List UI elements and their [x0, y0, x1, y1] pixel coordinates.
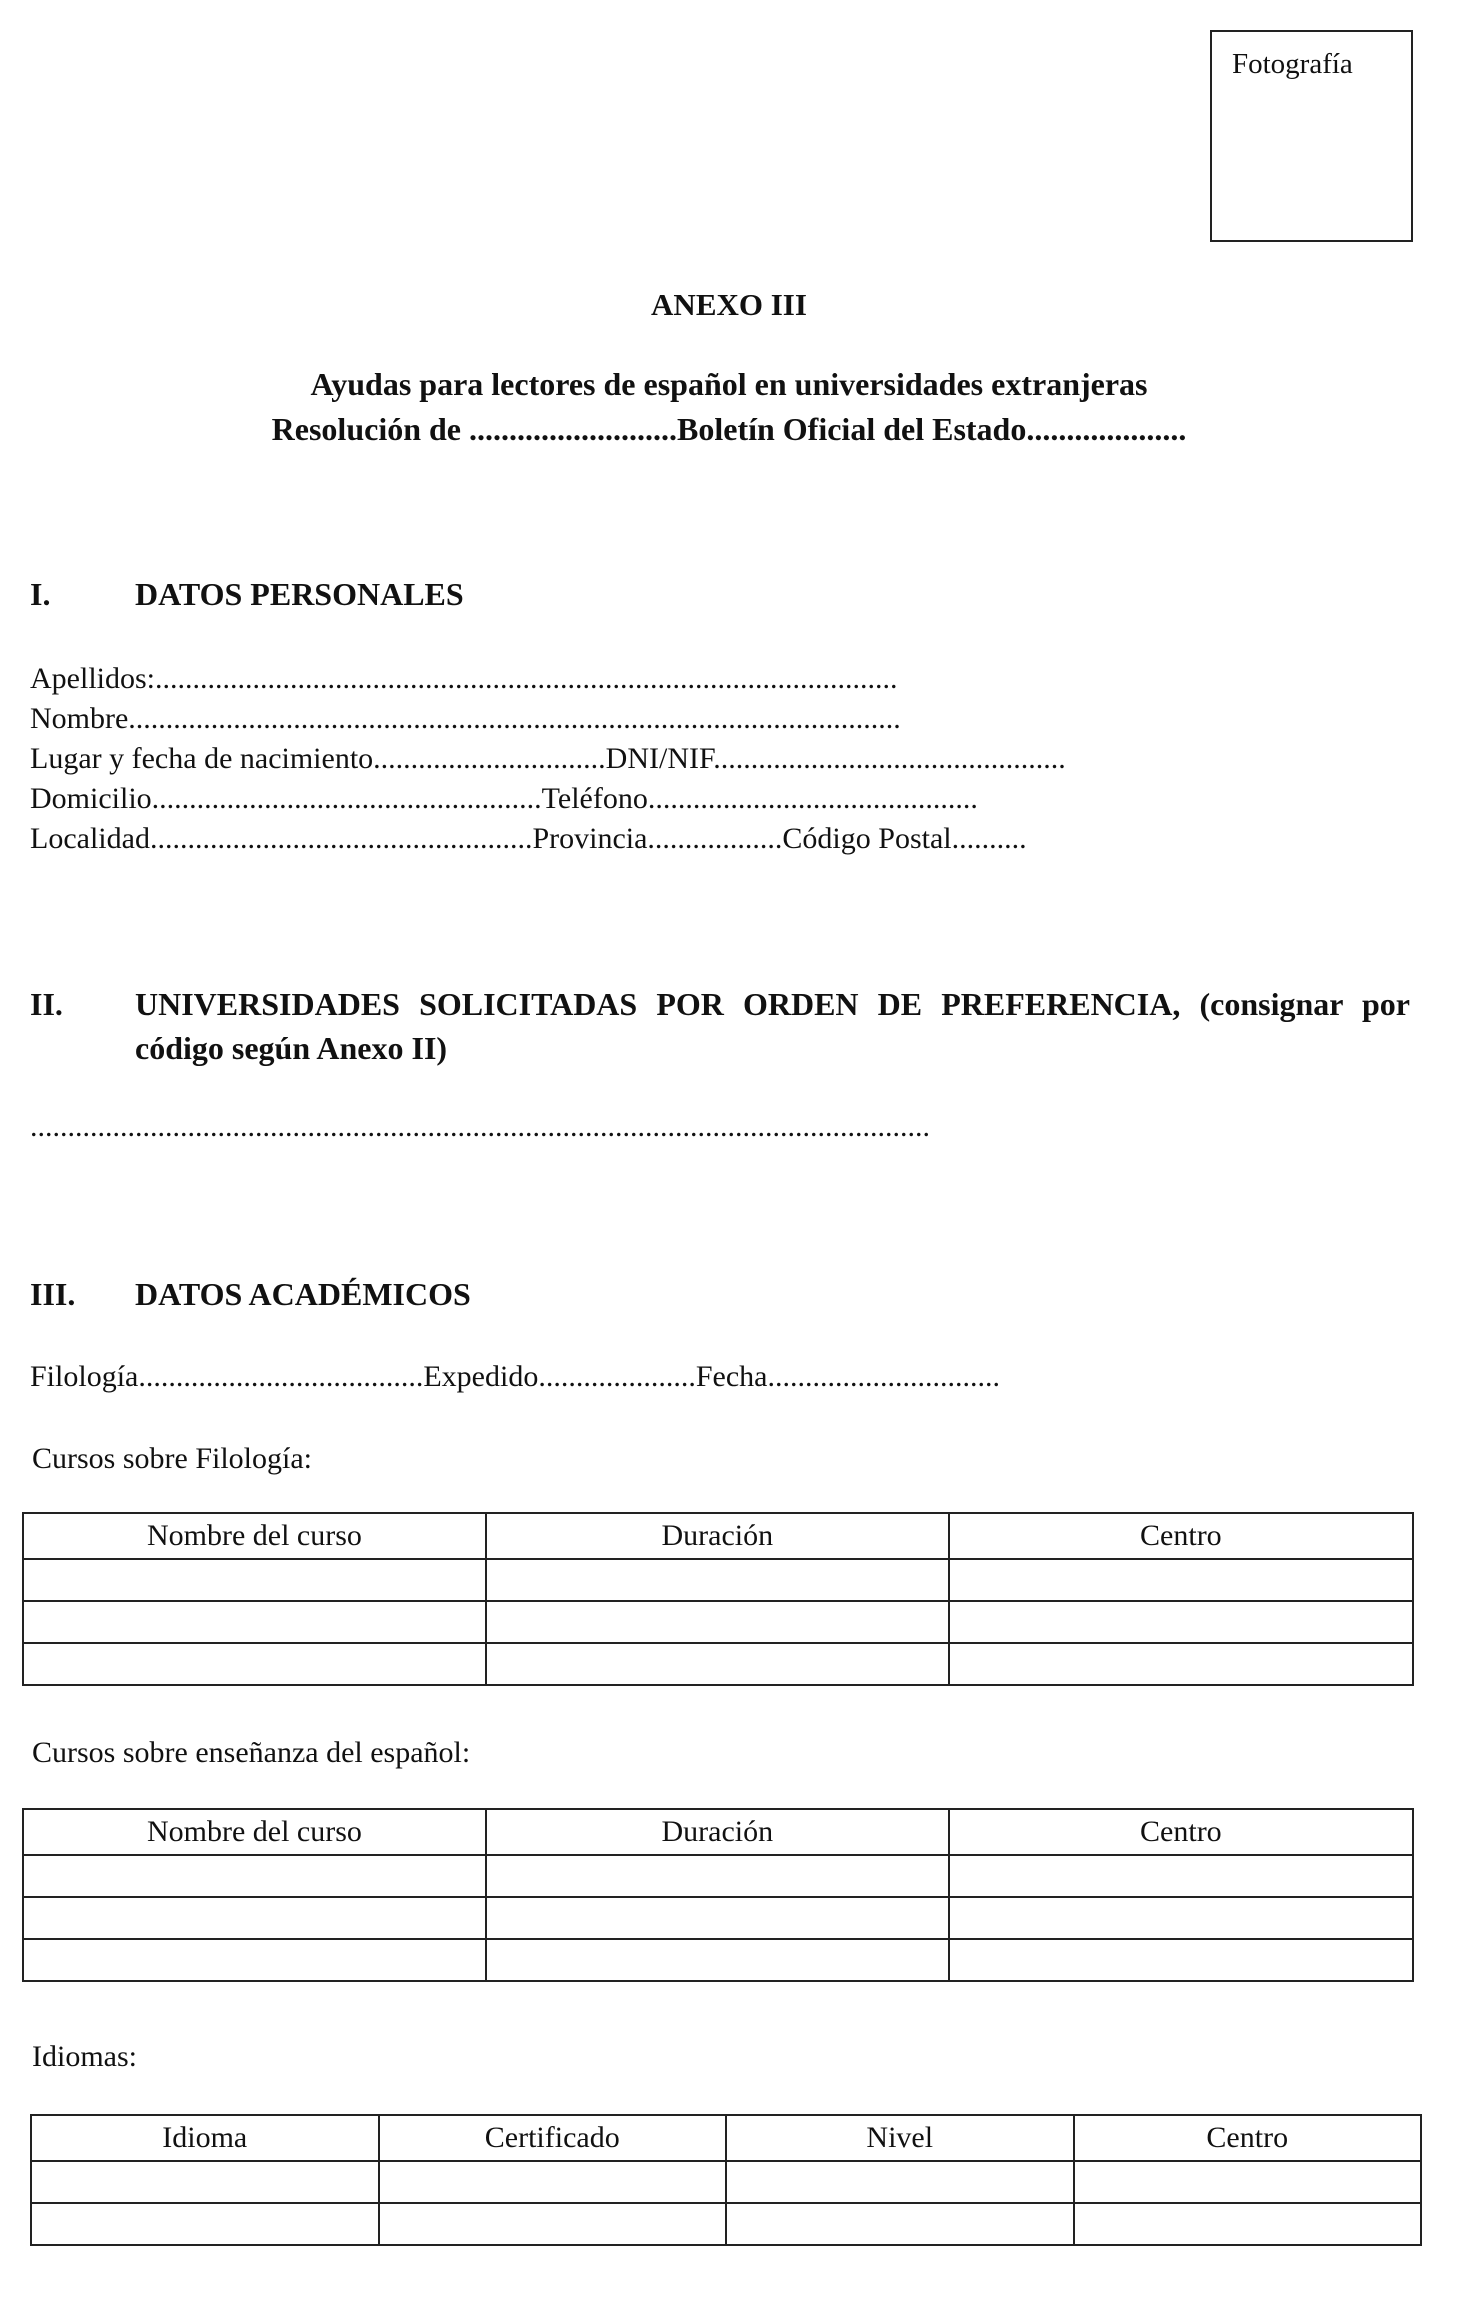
section-3-title: DATOS ACADÉMICOS — [135, 1276, 471, 1312]
header-nivel: Nivel — [726, 2115, 1074, 2161]
table-cell[interactable] — [31, 2203, 379, 2245]
table-row — [31, 2203, 1421, 2245]
photo-box — [1210, 30, 1413, 242]
header-duracion: Duración — [486, 1513, 949, 1559]
table-cell[interactable] — [23, 1643, 486, 1685]
table-cell[interactable] — [1074, 2161, 1422, 2203]
section-2-number: II. — [30, 986, 63, 1022]
field-nombre[interactable]: Nombre....................................................................................................... — [30, 702, 901, 735]
table-cell[interactable] — [949, 1939, 1413, 1981]
languages-table — [30, 2114, 1422, 2246]
table-row — [23, 1601, 1413, 1643]
section-2-heading — [30, 982, 1410, 1070]
header-certificado: Certificado — [379, 2115, 727, 2161]
field-localidad-provincia-cp[interactable]: Localidad...................................................Provincia..................Código Postal.......... — [30, 822, 1027, 855]
universities-field[interactable]: ........................................................................................................................ — [30, 1110, 930, 1143]
resolution-label: Resolución de — [271, 411, 461, 447]
field-lugar-fecha-dni[interactable]: Lugar y fecha de nacimiento...............................DNI/NIF............................................... — [30, 742, 1066, 775]
field-filologia-expedido-fecha[interactable]: Filología......................................Expedido.....................Fecha............................... — [30, 1360, 1000, 1393]
table-cell[interactable] — [23, 1559, 486, 1601]
table-cell[interactable] — [949, 1643, 1413, 1685]
header-centro: Centro — [1074, 2115, 1422, 2161]
header-centro: Centro — [949, 1513, 1413, 1559]
table-cell[interactable] — [379, 2203, 727, 2245]
section-3-heading — [30, 1276, 471, 1313]
filologia-courses-caption: Cursos sobre Filología: — [32, 1442, 313, 1475]
header-centro: Centro — [949, 1809, 1413, 1855]
document-subtitle: Ayudas para lectores de español en universidades extranjeras — [310, 366, 1148, 402]
table-cell[interactable] — [949, 1897, 1413, 1939]
table-cell[interactable] — [23, 1855, 486, 1897]
header-nombre-del-curso: Nombre del curso — [23, 1809, 486, 1855]
table-cell[interactable] — [949, 1601, 1413, 1643]
table-cell[interactable] — [1074, 2203, 1422, 2245]
table-cell[interactable] — [949, 1855, 1413, 1897]
annex-title: ANEXO III — [651, 287, 807, 322]
table-cell[interactable] — [379, 2161, 727, 2203]
table-row — [31, 2161, 1421, 2203]
table-row — [23, 1855, 1413, 1897]
table-cell[interactable] — [726, 2161, 1074, 2203]
table-cell[interactable] — [486, 1897, 949, 1939]
table-cell[interactable] — [486, 1559, 949, 1601]
table-cell[interactable] — [23, 1897, 486, 1939]
photo-label: Fotografía — [1232, 48, 1353, 80]
table-row — [23, 1643, 1413, 1685]
table-row — [23, 1559, 1413, 1601]
section-1-heading — [30, 576, 464, 613]
header-nombre-del-curso: Nombre del curso — [23, 1513, 486, 1559]
resolution-line — [0, 411, 1458, 448]
table-cell[interactable] — [23, 1601, 486, 1643]
filologia-courses-table — [22, 1512, 1414, 1686]
table-cell[interactable] — [949, 1559, 1413, 1601]
boe-label: Boletín Oficial del Estado — [677, 411, 1027, 447]
table-row — [23, 1897, 1413, 1939]
table-cell[interactable] — [486, 1601, 949, 1643]
table-cell[interactable] — [31, 2161, 379, 2203]
table-cell[interactable] — [23, 1939, 486, 1981]
spanish-teaching-courses-caption: Cursos sobre enseñanza del español: — [32, 1736, 471, 1769]
field-apellidos[interactable]: Apellidos:................................................................................................... — [30, 662, 898, 695]
resolution-field[interactable]: .......................... — [469, 411, 677, 447]
header-idioma: Idioma — [31, 2115, 379, 2161]
section-1-number: I. — [30, 576, 51, 612]
field-domicilio-telefono[interactable]: Domicilio....................................................Teléfono............................................ — [30, 782, 978, 815]
table-cell[interactable] — [726, 2203, 1074, 2245]
languages-caption: Idiomas: — [32, 2040, 137, 2073]
table-cell[interactable] — [486, 1643, 949, 1685]
section-3-number: III. — [30, 1276, 76, 1312]
spanish-teaching-courses-table — [22, 1808, 1414, 1982]
section-2-title: UNIVERSIDADES SOLICITADAS POR ORDEN DE PREFERENCIA, (consignar por código según Anexo II) — [135, 986, 1410, 1066]
table-cell[interactable] — [486, 1855, 949, 1897]
table-row — [23, 1939, 1413, 1981]
section-1-title: DATOS PERSONALES — [135, 576, 464, 612]
table-cell[interactable] — [486, 1939, 949, 1981]
header-duracion: Duración — [486, 1809, 949, 1855]
boe-field[interactable]: .................... — [1026, 411, 1187, 447]
